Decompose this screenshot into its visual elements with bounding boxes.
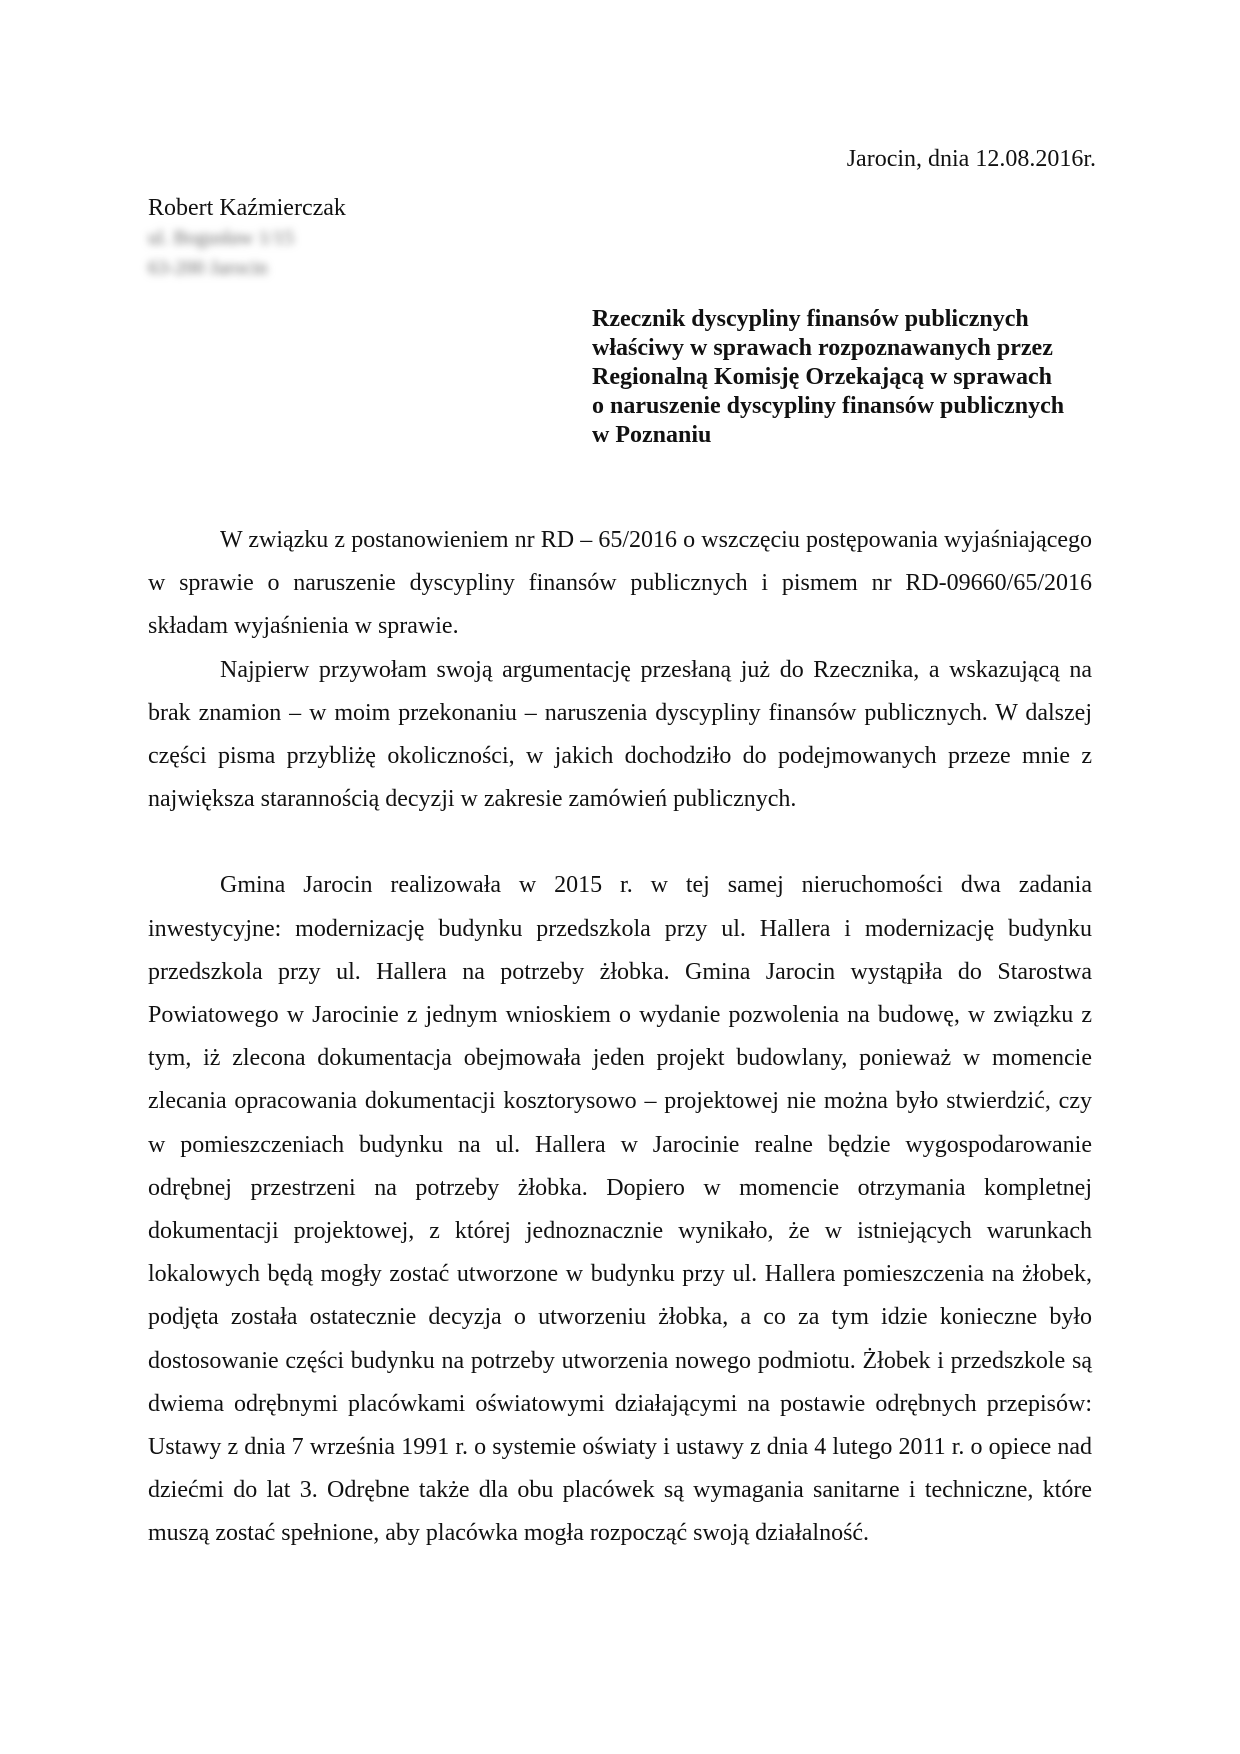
body-paragraph-facts: Gmina Jarocin realizowała w 2015 r. w tej samej nieruchomości dwa zadania inwestycyjne: modernizację budynku przedszkola przy ul. Hallera i modernizację budynku przedszkola przy ul. Hallera na potrzeby żłobka. Gmina Jarocin wystąpiła do Starostwa Powiatowego w Jarocinie z jednym wnioskiem o wydanie pozwolenia na budowę, w związku z tym, iż zlecona dokumentacja obejmowała jeden projekt budowlany, ponieważ w momencie zlecania opracowania dokumentacji kosztorysowo – projektowej nie można było stwierdzić, czy w pomieszczeniach budynku na ul. Hallera w Jarocinie realne będzie wygospodarowanie odrębnej przestrzeni na potrzeby żłobka. Dopiero w momencie otrzymania kompletnej dokumentacji projektowej, z której jednoznacznie wynikało, że w istniejących warunkach lokalowych będą mogły zostać utworzone w budynku przy ul. Hallera pomieszczenia na żłobek, podjęta została ostatecznie decyzja o utworzeniu żłobka, a co za tym idzie konieczne było dostosowanie części budynku na potrzeby utworzenia nowego podmiotu. Żłobek i przedszkole są dwiema odrębnymi placówkami oświatowymi działającymi na postawie odrębnych przepisów: Ustawy z dnia 7 września 1991 r. o systemie oświaty i ustawy z dnia 4 lutego 2011 r. o opiece nad dziećmi do lat 3. Odrębne także dla obu placówek są wymagania sanitarne i techniczne, które muszą zostać spełnione, aby placówka mogła rozpocząć swoją działalność. — [148, 872, 1092, 1547]
letter-body — [148, 519, 1092, 1556]
recipient-line: Rzecznik dyscypliny finansów publicznych — [592, 306, 1029, 332]
sender-address-street-redacted: ul. Bogusław 1/15 — [148, 227, 295, 249]
recipient-line: w Poznaniu — [592, 422, 712, 448]
recipient-block — [592, 305, 1112, 450]
body-paragraph-intro: W związku z postanowieniem nr RD – 65/2016 o wszczęciu postępowania wyjaśniającego w sprawie o naruszenie dyscypliny finansów publicznych i pismem nr RD-09660/65/2016 składam wyjaśnienia w sprawie. — [148, 527, 1092, 640]
recipient-line: o naruszenie dyscypliny finansów publicznych — [592, 393, 1065, 419]
date-line: Jarocin, dnia 12.08.2016r. — [846, 146, 1096, 172]
sender-block — [148, 193, 346, 283]
body-paragraph-argumentation: Najpierw przywołam swoją argumentację przesłaną już do Rzecznika, a wskazującą na brak znamion – w moim przekonaniu – naruszenia dyscypliny finansów publicznych. W dalszej części pisma przybliżę okoliczności, w jakich dochodziło do podejmowanych przeze mnie z największa starannością decyzji w zakresie zamówień publicznych. — [148, 656, 1092, 813]
sender-name: Robert Kaźmierczak — [148, 195, 346, 221]
sender-address-city-redacted: 63-200 Jarocin — [148, 257, 268, 279]
recipient-line: właściwy w sprawach rozpoznawanych przez — [592, 335, 1053, 361]
recipient-line: Regionalną Komisję Orzekającą w sprawach — [592, 364, 1052, 390]
